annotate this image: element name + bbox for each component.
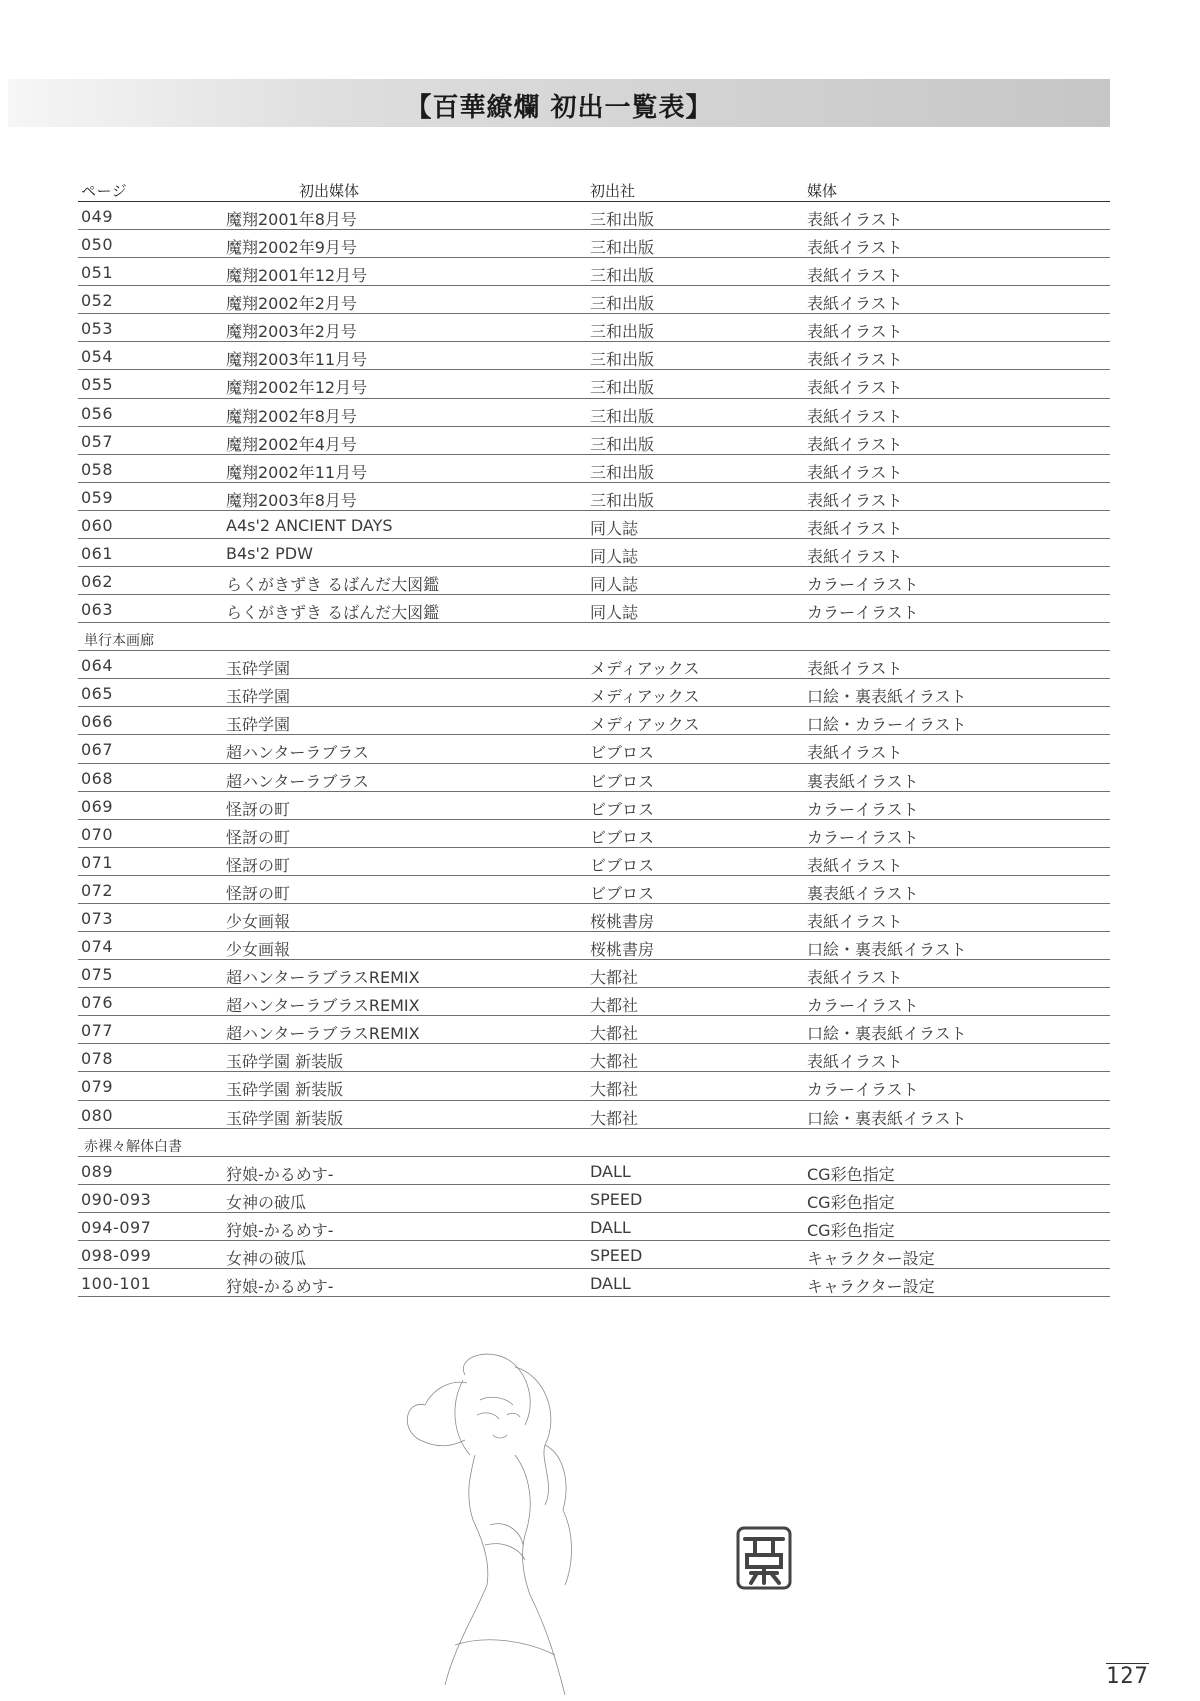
media-cell: 口絵・裏表紙イラスト <box>807 1024 967 1044</box>
source-cell: 超ハンターラブラスREMIX <box>226 968 420 988</box>
publisher-cell: 同人誌 <box>590 518 639 538</box>
table-row <box>78 427 1110 455</box>
source-cell: 怪訝の町 <box>226 827 291 847</box>
table-row <box>78 342 1110 370</box>
page-number: 127 <box>1106 1664 1149 1689</box>
publisher-cell: ビブロス <box>590 855 655 875</box>
source-cell: 怪訝の町 <box>226 883 291 903</box>
table-row <box>78 286 1110 314</box>
publisher-cell: 桜桃書房 <box>590 940 655 960</box>
page-cell: 060 <box>81 515 114 535</box>
header-page: ページ <box>81 182 128 200</box>
page-title: 【百華繚爛 初出一覧表】 <box>405 93 713 123</box>
media-cell: 裏表紙イラスト <box>807 771 919 791</box>
table-row <box>78 595 1110 623</box>
section-label: 赤裸々解体白書 <box>84 1138 182 1155</box>
page-cell: 089 <box>81 1161 114 1181</box>
source-cell: 魔翔2002年11月号 <box>226 462 368 482</box>
table-row <box>78 230 1110 258</box>
source-cell: 超ハンターラブラス <box>226 743 369 763</box>
page-cell: 079 <box>81 1077 114 1097</box>
media-cell: 表紙イラスト <box>807 294 903 314</box>
publisher-cell: 同人誌 <box>590 603 639 623</box>
table-row <box>78 1213 1110 1241</box>
media-cell: 表紙イラスト <box>807 659 903 679</box>
publisher-cell: 大都社 <box>590 968 639 988</box>
page-cell: 053 <box>81 319 114 339</box>
publisher-cell: ビブロス <box>590 771 655 791</box>
table-row <box>78 1157 1110 1185</box>
publisher-cell: メディアックス <box>590 687 700 707</box>
section-label: 単行本画廊 <box>84 633 154 650</box>
table-row <box>78 370 1110 398</box>
publisher-cell: ビブロス <box>590 883 655 903</box>
page-cell: 054 <box>81 347 114 367</box>
media-cell: 表紙イラスト <box>807 855 903 875</box>
source-cell: 女神の破瓜 <box>226 1192 307 1212</box>
page-cell: 069 <box>81 796 114 816</box>
section-heading <box>78 1129 1110 1157</box>
media-cell: 口絵・裏表紙イラスト <box>807 940 967 960</box>
table-row <box>78 651 1110 679</box>
table-row <box>78 932 1110 960</box>
table-row <box>78 1016 1110 1044</box>
publisher-cell: 大都社 <box>590 1080 639 1100</box>
publisher-cell: 同人誌 <box>590 546 639 566</box>
first-appearance-table <box>78 174 1110 1297</box>
source-cell: 超ハンターラブラス <box>226 771 369 791</box>
page-cell: 067 <box>81 740 114 760</box>
table-header <box>78 174 1110 202</box>
source-cell: 魔翔2002年12月号 <box>226 378 368 398</box>
source-cell: 魔翔2003年8月号 <box>226 490 357 510</box>
page-cell: 058 <box>81 459 114 479</box>
publisher-cell: SPEED <box>590 1189 643 1209</box>
table-row <box>78 539 1110 567</box>
table-row <box>78 483 1110 511</box>
media-cell: 口絵・裏表紙イラスト <box>807 1108 967 1128</box>
table-row <box>78 258 1110 286</box>
table-row <box>78 904 1110 932</box>
source-cell: 玉砕学園 <box>226 715 291 735</box>
publisher-cell: メディアックス <box>590 659 700 679</box>
publisher-cell: 三和出版 <box>590 266 655 286</box>
table-row <box>78 960 1110 988</box>
section-heading <box>78 623 1110 651</box>
table-row <box>78 511 1110 539</box>
media-cell: 表紙イラスト <box>807 266 903 286</box>
table-row <box>78 735 1110 763</box>
source-cell: 魔翔2002年8月号 <box>226 406 357 426</box>
media-cell: 表紙イラスト <box>807 350 903 370</box>
table-row <box>78 1072 1110 1100</box>
media-cell: 口絵・裏表紙イラスト <box>807 687 967 707</box>
table-row <box>78 1044 1110 1072</box>
publisher-cell: 三和出版 <box>590 238 655 258</box>
page-cell: 050 <box>81 235 114 255</box>
source-cell: 魔翔2002年2月号 <box>226 294 357 314</box>
page-cell: 065 <box>81 684 114 704</box>
publisher-cell: 三和出版 <box>590 434 655 454</box>
media-cell: 表紙イラスト <box>807 434 903 454</box>
table-row <box>78 399 1110 427</box>
page-cell: 052 <box>81 291 114 311</box>
source-cell: 狩娘-かるめす- <box>226 1220 334 1240</box>
publisher-cell: ビブロス <box>590 827 655 847</box>
media-cell: 表紙イラスト <box>807 968 903 988</box>
media-cell: キャラクター設定 <box>807 1276 935 1296</box>
publisher-cell: 三和出版 <box>590 322 655 342</box>
page-cell: 094-097 <box>81 1217 152 1237</box>
media-cell: 表紙イラスト <box>807 743 903 763</box>
page-cell: 049 <box>81 207 114 226</box>
publisher-cell: 三和出版 <box>590 350 655 370</box>
source-cell: 少女画報 <box>226 940 291 960</box>
source-cell: A4s'2 ANCIENT DAYS <box>226 515 393 535</box>
source-cell: 怪訝の町 <box>226 799 291 819</box>
source-cell: 魔翔2001年12月号 <box>226 266 368 286</box>
table-row <box>78 679 1110 707</box>
source-cell: 玉砕学園 <box>226 687 291 707</box>
page-cell: 063 <box>81 600 114 620</box>
table-row <box>78 764 1110 792</box>
media-cell: カラーイラスト <box>807 603 919 623</box>
publisher-cell: 三和出版 <box>590 490 655 510</box>
publisher-cell: 三和出版 <box>590 210 655 229</box>
girl-sketch-illustration <box>395 1345 635 1701</box>
source-cell: 玉砕学園 <box>226 659 291 679</box>
publisher-cell: 桜桃書房 <box>590 911 655 931</box>
media-cell: 表紙イラスト <box>807 378 903 398</box>
media-cell: 表紙イラスト <box>807 490 903 510</box>
publisher-cell: ビブロス <box>590 799 655 819</box>
seal-stamp <box>735 1525 793 1591</box>
media-cell: 裏表紙イラスト <box>807 883 919 903</box>
source-cell: らくがきずき るばんだ大図鑑 <box>226 603 440 623</box>
media-cell: CG彩色指定 <box>807 1192 895 1212</box>
media-cell: キャラクター設定 <box>807 1248 935 1268</box>
source-cell: 魔翔2003年11月号 <box>226 350 368 370</box>
publisher-cell: 同人誌 <box>590 575 639 595</box>
media-cell: カラーイラスト <box>807 827 919 847</box>
media-cell: 口絵・カラーイラスト <box>807 715 967 735</box>
publisher-cell: 大都社 <box>590 1052 639 1072</box>
media-cell: CG彩色指定 <box>807 1164 895 1184</box>
table-row <box>78 455 1110 483</box>
table-row <box>78 848 1110 876</box>
publisher-cell: DALL <box>590 1161 631 1181</box>
source-cell: 玉砕学園 新装版 <box>226 1052 344 1072</box>
publisher-cell: DALL <box>590 1273 631 1293</box>
page-cell: 076 <box>81 993 114 1013</box>
page-cell: 061 <box>81 543 114 563</box>
publisher-cell: 三和出版 <box>590 406 655 426</box>
media-cell: CG彩色指定 <box>807 1220 895 1240</box>
source-cell: 女神の破瓜 <box>226 1248 307 1268</box>
media-cell: 表紙イラスト <box>807 1052 903 1072</box>
page-cell: 068 <box>81 768 114 788</box>
media-cell: 表紙イラスト <box>807 518 903 538</box>
table-row <box>78 1269 1110 1297</box>
page-cell: 066 <box>81 712 114 732</box>
table-row <box>78 567 1110 595</box>
table-row <box>78 988 1110 1016</box>
publisher-cell: 大都社 <box>590 1024 639 1044</box>
page-cell: 056 <box>81 403 114 423</box>
source-cell: 狩娘-かるめす- <box>226 1164 334 1184</box>
page-cell: 075 <box>81 965 114 985</box>
table-row <box>78 202 1110 230</box>
publisher-cell: 大都社 <box>590 996 639 1016</box>
table-row <box>78 1241 1110 1269</box>
source-cell: 狩娘-かるめす- <box>226 1276 334 1296</box>
media-cell: カラーイラスト <box>807 799 919 819</box>
page-cell: 062 <box>81 572 114 592</box>
table-row <box>78 1185 1110 1213</box>
page-cell: 071 <box>81 852 114 872</box>
page-cell: 055 <box>81 375 114 395</box>
page-cell: 073 <box>81 908 114 928</box>
source-cell: 魔翔2001年8月号 <box>226 210 357 229</box>
media-cell: カラーイラスト <box>807 575 919 595</box>
page-cell: 074 <box>81 937 114 957</box>
publisher-cell: 三和出版 <box>590 462 655 482</box>
page-cell: 051 <box>81 263 114 283</box>
media-cell: 表紙イラスト <box>807 911 903 931</box>
source-cell: 怪訝の町 <box>226 855 291 875</box>
source-cell: 魔翔2002年4月号 <box>226 434 357 454</box>
source-cell: 玉砕学園 新装版 <box>226 1080 344 1100</box>
title-bar <box>8 79 1110 127</box>
page-cell: 064 <box>81 656 114 676</box>
media-cell: 表紙イラスト <box>807 406 903 426</box>
page-cell: 080 <box>81 1105 114 1125</box>
publisher-cell: 三和出版 <box>590 378 655 398</box>
page-cell: 059 <box>81 487 114 507</box>
header-source: 初出媒体 <box>299 182 360 200</box>
table-row <box>78 876 1110 904</box>
page-cell: 057 <box>81 431 114 451</box>
source-cell: 魔翔2003年2月号 <box>226 322 357 342</box>
table-row <box>78 314 1110 342</box>
media-cell: 表紙イラスト <box>807 462 903 482</box>
page-cell: 100-101 <box>81 1273 152 1293</box>
publisher-cell: 三和出版 <box>590 294 655 314</box>
source-cell: 超ハンターラブラスREMIX <box>226 1024 420 1044</box>
publisher-cell: ビブロス <box>590 743 655 763</box>
publisher-cell: メディアックス <box>590 715 700 735</box>
media-cell: カラーイラスト <box>807 1080 919 1100</box>
page-cell: 072 <box>81 880 114 900</box>
publisher-cell: SPEED <box>590 1245 643 1265</box>
table-row <box>78 820 1110 848</box>
source-cell: 魔翔2002年9月号 <box>226 238 357 258</box>
page-cell: 090-093 <box>81 1189 152 1209</box>
page-cell: 078 <box>81 1049 114 1069</box>
source-cell: 超ハンターラブラスREMIX <box>226 996 420 1016</box>
table-row <box>78 707 1110 735</box>
source-cell: B4s'2 PDW <box>226 543 313 563</box>
media-cell: 表紙イラスト <box>807 210 903 229</box>
source-cell: 玉砕学園 新装版 <box>226 1108 344 1128</box>
media-cell: カラーイラスト <box>807 996 919 1016</box>
page-cell: 077 <box>81 1021 114 1041</box>
table-row <box>78 792 1110 820</box>
page-cell: 070 <box>81 824 114 844</box>
media-cell: 表紙イラスト <box>807 546 903 566</box>
page-cell: 098-099 <box>81 1245 152 1265</box>
publisher-cell: 大都社 <box>590 1108 639 1128</box>
header-publisher: 初出社 <box>590 182 636 200</box>
publisher-cell: DALL <box>590 1217 631 1237</box>
source-cell: 少女画報 <box>226 911 291 931</box>
media-cell: 表紙イラスト <box>807 322 903 342</box>
source-cell: らくがきずき るばんだ大図鑑 <box>226 575 440 595</box>
media-cell: 表紙イラスト <box>807 238 903 258</box>
header-media: 媒体 <box>807 182 838 200</box>
table-row <box>78 1101 1110 1129</box>
